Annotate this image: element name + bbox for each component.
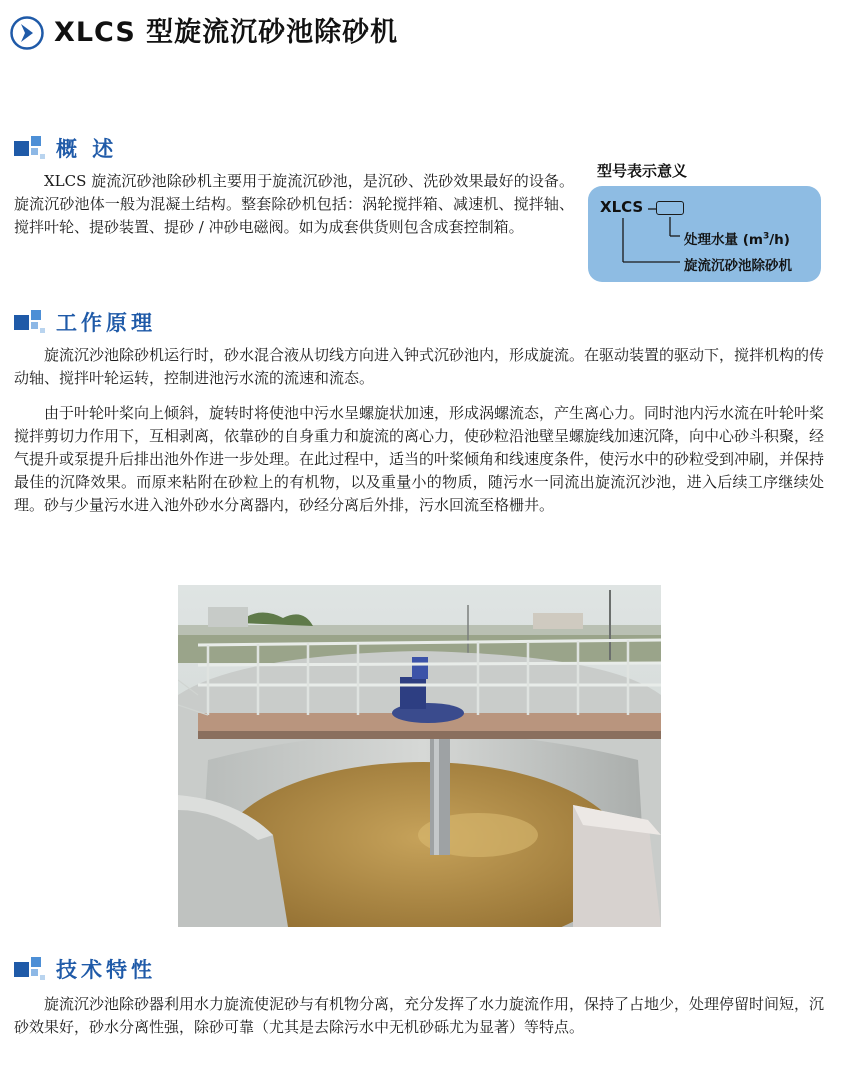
- blue-squares-icon: [14, 308, 46, 336]
- section-heading-technical-features: [14, 954, 156, 984]
- working-principle-paragraph-2: 由于叶轮叶桨向上倾斜，旋转时将使池中污水呈螺旋状加速，形成涡螺流态，产生离心力。同时池内污水流在叶轮叶桨搅拌剪切力作用下，互相剥离，依靠砂的自身重力和旋流的离心力，使砂粒沿池壁呈螺旋线加速沉降，向中心砂斗积聚，经气提升或泵提升后排出池外作进一步处理。在此过程中，适当的叶桨倾角和线速度条件，使污水中的砂粒受到冲刷，并保持最佳的沉降效果。而原来粘附在砂粒上的有机物，以及重量小的物质，随污水一同流出旋流沉沙池，进入后续工序继续处理。砂与少量污水进入池外砂水分离器内，砂经分离后外排，污水回流至格栅井。: [14, 404, 825, 514]
- technical-features-paragraph: 旋流沉沙池除砂器利用水力旋流使泥砂与有机物分离，充分发挥了水力旋流作用，保持了占地少，处理停留时间短，沉砂效果好，砂水分离性强，除砂可靠（尤其是去除污水中无机砂砾尤为显著）等特点。: [14, 995, 825, 1036]
- sand-removal-machine-photo: [178, 585, 661, 927]
- section-title: 技术特性: [56, 958, 156, 982]
- section-title: 概 述: [56, 137, 118, 161]
- model-caption: 型号表示意义: [597, 162, 688, 180]
- blue-squares-icon: [14, 955, 46, 983]
- working-principle-paragraph-1: 旋流沉沙池除砂机运行时，砂水混合液从切线方向进入钟式沉砂池内，形成旋流。在驱动装置的驱动下，搅拌机构的传动轴、搅拌叶轮运转，控制进池污水流的流速和流态。: [14, 346, 825, 387]
- section-title: 工作原理: [56, 311, 156, 335]
- section-heading-working-principle: [14, 307, 156, 337]
- model-capacity-label: 处理水量 $(m^3/h)$: [684, 231, 790, 248]
- model-name-label: 旋流沉砂池除砂机: [684, 258, 792, 274]
- chevron-right-circle-icon: [10, 16, 44, 50]
- model-code: XLCS: [600, 198, 644, 216]
- overview-paragraph: XLCS 旋流沉砂池除砂机主要用于旋流沉砂池，是沉砂、洗砂效果最好的设备。旋流沉砂池体一般为混凝土结构。整套除砂机包括：涡轮搅拌箱、减速机、搅拌轴、搅拌叶轮、提砂装置、提砂 / 冲砂电磁阀。如为成套供货则包含成套控制箱。: [14, 172, 574, 236]
- section-heading-overview: [14, 133, 117, 163]
- blue-squares-icon: [14, 134, 46, 162]
- model-capacity-slot: [656, 201, 684, 215]
- page-title: XLCS 型旋流沉砂池除砂机: [54, 17, 399, 48]
